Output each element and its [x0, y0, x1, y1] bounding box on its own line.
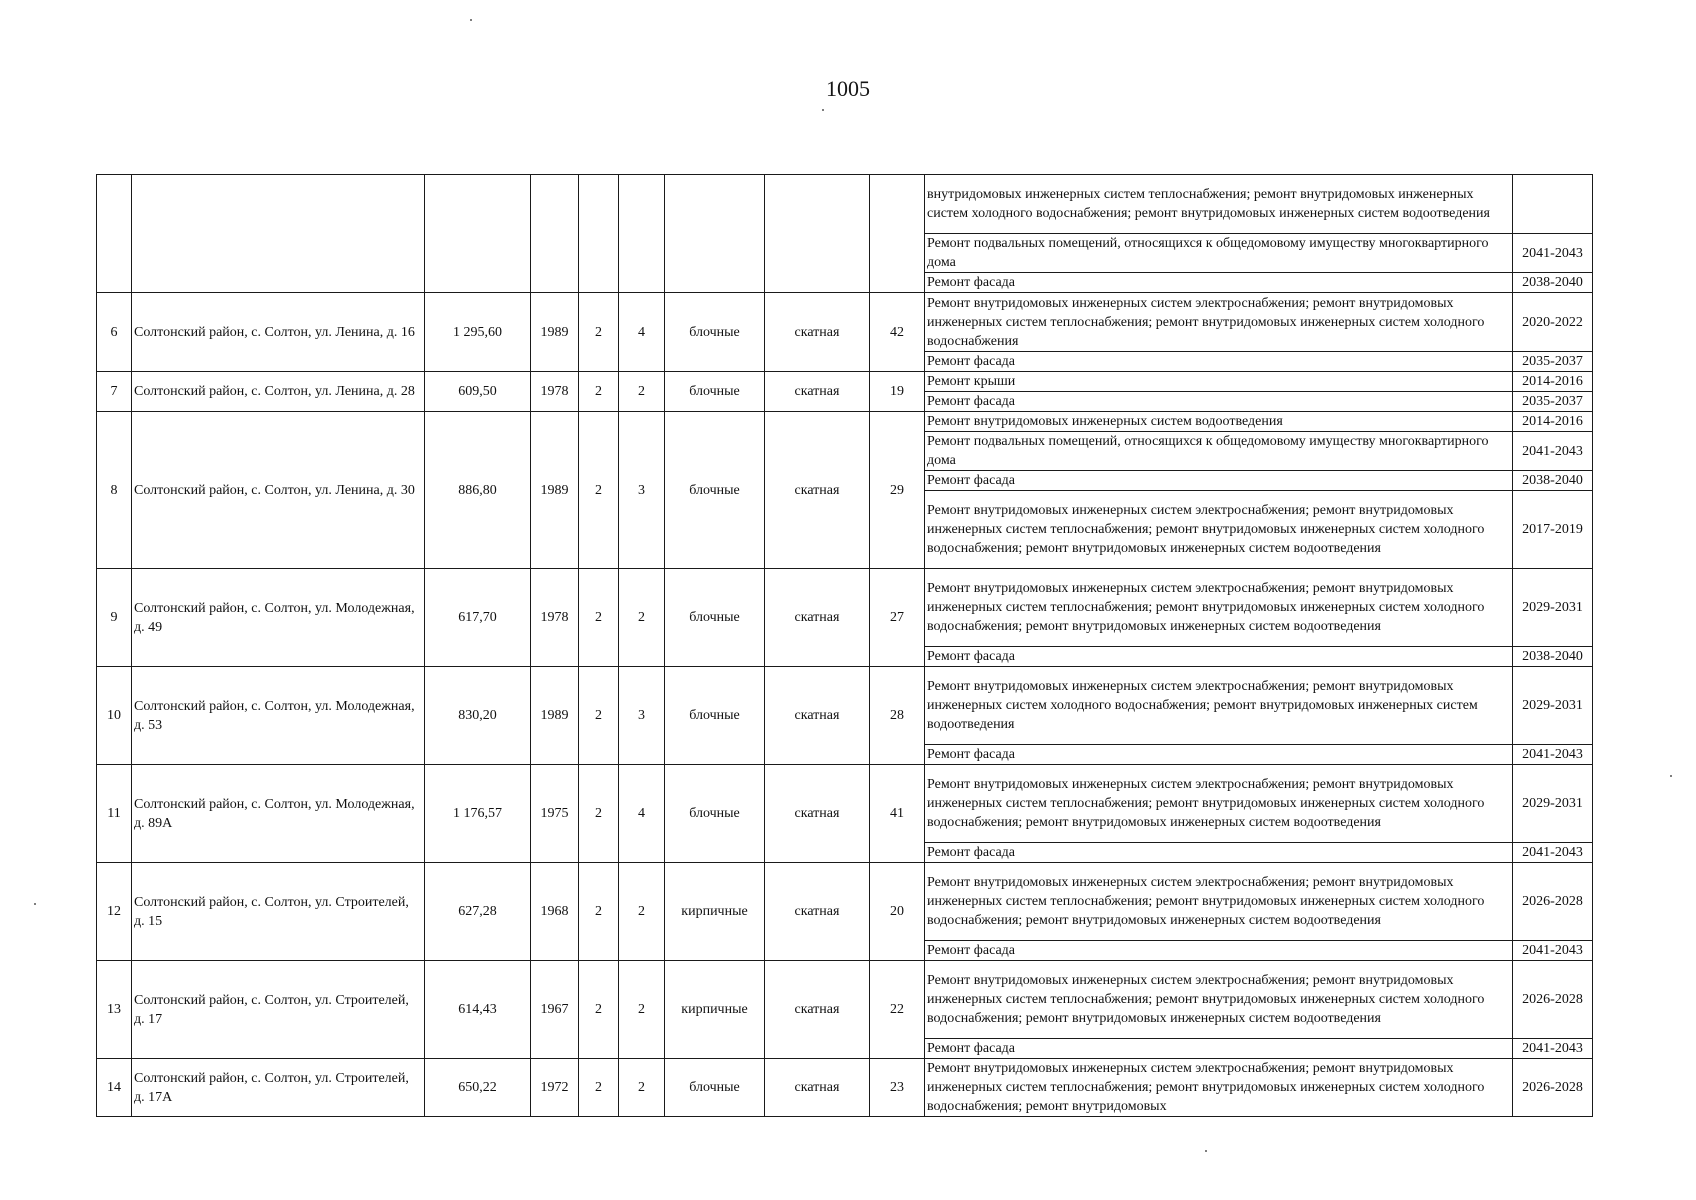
work-description: Ремонт внутридомовых инженерных систем электроснабжения; ремонт внутридомовых инженерных систем теплоснабжения; ремонт внутридомовых инженерных систем холодного водоснабжения; ремонт внутридомовых: [925, 1059, 1513, 1117]
scan-speck: [34, 903, 36, 905]
building-area: 650,22: [425, 1059, 531, 1117]
building-number: 8: [97, 412, 132, 569]
work-description: Ремонт фасада: [925, 471, 1513, 491]
work-period: 2038-2040: [1513, 647, 1593, 667]
table-row: [97, 765, 1593, 843]
wall-material: блочные: [665, 412, 765, 569]
work-period: 2035-2037: [1513, 392, 1593, 412]
work-period: 2038-2040: [1513, 471, 1593, 491]
scan-speck: [822, 109, 824, 111]
entrance-count: 4: [619, 765, 665, 863]
work-description: Ремонт крыши: [925, 372, 1513, 392]
work-description: Ремонт внутридомовых инженерных систем электроснабжения; ремонт внутридомовых инженерных систем теплоснабжения; ремонт внутридомовых инженерных систем холодного водоснабжения; ремонт внутридомовых инженерных систем водоотведения: [925, 765, 1513, 843]
empty-cell: [665, 175, 765, 293]
work-period: 2041-2043: [1513, 432, 1593, 471]
wall-material: кирпичные: [665, 961, 765, 1059]
roof-type: скатная: [765, 1059, 870, 1117]
work-description: Ремонт внутридомовых инженерных систем электроснабжения; ремонт внутридомовых инженерных систем теплоснабжения; ремонт внутридомовых инженерных систем холодного водоснабжения; ремонт внутридомовых инженерных систем водоотведения: [925, 569, 1513, 647]
work-period: [1513, 175, 1593, 234]
building-area: 627,28: [425, 863, 531, 961]
building-address: Солтонский район, с. Солтон, ул. Молодежная, д. 53: [132, 667, 425, 765]
floor-count: 2: [579, 1059, 619, 1117]
work-period: 2026-2028: [1513, 863, 1593, 941]
work-description: Ремонт внутридомовых инженерных систем электроснабжения; ремонт внутридомовых инженерных систем теплоснабжения; ремонт внутридомовых инженерных систем холодного водоснабжения: [925, 293, 1513, 352]
build-year: 1968: [531, 863, 579, 961]
roof-type: скатная: [765, 667, 870, 765]
work-description: Ремонт фасада: [925, 941, 1513, 961]
building-address: Солтонский район, с. Солтон, ул. Строителей, д. 17А: [132, 1059, 425, 1117]
wall-material: кирпичные: [665, 863, 765, 961]
building-address: Солтонский район, с. Солтон, ул. Ленина, д. 30: [132, 412, 425, 569]
scan-speck: [470, 19, 472, 21]
empty-cell: [870, 175, 925, 293]
building-area: 609,50: [425, 372, 531, 412]
work-period: 2014-2016: [1513, 372, 1593, 392]
work-period: 2041-2043: [1513, 234, 1593, 273]
building-number: 12: [97, 863, 132, 961]
building-number: 11: [97, 765, 132, 863]
repair-schedule-table: [96, 174, 1593, 1117]
floor-count: 2: [579, 293, 619, 372]
entrance-count: 4: [619, 293, 665, 372]
roof-type: скатная: [765, 293, 870, 372]
build-year: 1989: [531, 667, 579, 765]
build-year: 1989: [531, 293, 579, 372]
work-description: Ремонт внутридомовых инженерных систем электроснабжения; ремонт внутридомовых инженерных систем теплоснабжения; ремонт внутридомовых инженерных систем холодного водоснабжения; ремонт внутридомовых инженерных систем водоотведения: [925, 491, 1513, 569]
table-row: [97, 293, 1593, 352]
floor-count: 2: [579, 667, 619, 765]
work-period: 2026-2028: [1513, 961, 1593, 1039]
building-number: 10: [97, 667, 132, 765]
building-area: 614,43: [425, 961, 531, 1059]
building-number: 6: [97, 293, 132, 372]
table-row: [97, 412, 1593, 432]
entrance-count: 3: [619, 412, 665, 569]
work-description: Ремонт внутридомовых инженерных систем электроснабжения; ремонт внутридомовых инженерных систем холодного водоснабжения; ремонт внутридомовых инженерных систем водоотведения: [925, 667, 1513, 745]
building-number: 9: [97, 569, 132, 667]
work-period: 2041-2043: [1513, 745, 1593, 765]
entrance-count: 3: [619, 667, 665, 765]
table-row: [97, 372, 1593, 392]
build-year: 1967: [531, 961, 579, 1059]
work-description: Ремонт фасада: [925, 745, 1513, 765]
resident-count: 28: [870, 667, 925, 765]
build-year: 1975: [531, 765, 579, 863]
building-number: 14: [97, 1059, 132, 1117]
wall-material: блочные: [665, 667, 765, 765]
work-description: Ремонт внутридомовых инженерных систем электроснабжения; ремонт внутридомовых инженерных систем теплоснабжения; ремонт внутридомовых инженерных систем холодного водоснабжения; ремонт внутридомовых инженерных систем водоотведения: [925, 961, 1513, 1039]
building-address: Солтонский район, с. Солтон, ул. Ленина, д. 28: [132, 372, 425, 412]
work-description: Ремонт фасада: [925, 392, 1513, 412]
building-number: 7: [97, 372, 132, 412]
resident-count: 27: [870, 569, 925, 667]
work-description: Ремонт подвальных помещений, относящихся к общедомовому имуществу многоквартирного дома: [925, 432, 1513, 471]
empty-cell: [97, 175, 132, 293]
build-year: 1978: [531, 372, 579, 412]
work-period: 2041-2043: [1513, 843, 1593, 863]
floor-count: 2: [579, 961, 619, 1059]
work-period: 2026-2028: [1513, 1059, 1593, 1117]
work-description: Ремонт фасада: [925, 647, 1513, 667]
wall-material: блочные: [665, 1059, 765, 1117]
work-description: Ремонт внутридомовых инженерных систем электроснабжения; ремонт внутридомовых инженерных систем теплоснабжения; ремонт внутридомовых инженерных систем холодного водоснабжения; ремонт внутридомовых инженерных систем водоотведения: [925, 863, 1513, 941]
empty-cell: [765, 175, 870, 293]
resident-count: 19: [870, 372, 925, 412]
building-area: 1 176,57: [425, 765, 531, 863]
wall-material: блочные: [665, 569, 765, 667]
resident-count: 23: [870, 1059, 925, 1117]
empty-cell: [579, 175, 619, 293]
work-description: внутридомовых инженерных систем теплоснабжения; ремонт внутридомовых инженерных систем холодного водоснабжения; ремонт внутридомовых инженерных систем водоотведения: [925, 175, 1513, 234]
wall-material: блочные: [665, 293, 765, 372]
floor-count: 2: [579, 765, 619, 863]
roof-type: скатная: [765, 569, 870, 667]
work-period: 2029-2031: [1513, 765, 1593, 843]
wall-material: блочные: [665, 765, 765, 863]
wall-material: блочные: [665, 372, 765, 412]
table-row: [97, 667, 1593, 745]
building-address: Солтонский район, с. Солтон, ул. Ленина, д. 16: [132, 293, 425, 372]
build-year: 1972: [531, 1059, 579, 1117]
roof-type: скатная: [765, 863, 870, 961]
work-period: 2029-2031: [1513, 667, 1593, 745]
entrance-count: 2: [619, 863, 665, 961]
roof-type: скатная: [765, 961, 870, 1059]
work-description: Ремонт фасада: [925, 843, 1513, 863]
empty-cell: [425, 175, 531, 293]
resident-count: 22: [870, 961, 925, 1059]
scan-speck: [1670, 775, 1672, 777]
table-row: [97, 961, 1593, 1039]
table-row: [97, 863, 1593, 941]
empty-cell: [531, 175, 579, 293]
table-row: [97, 569, 1593, 647]
roof-type: скатная: [765, 765, 870, 863]
resident-count: 41: [870, 765, 925, 863]
floor-count: 2: [579, 863, 619, 961]
empty-cell: [619, 175, 665, 293]
floor-count: 2: [579, 372, 619, 412]
entrance-count: 2: [619, 372, 665, 412]
roof-type: скатная: [765, 372, 870, 412]
work-description: Ремонт фасада: [925, 273, 1513, 293]
work-description: Ремонт фасада: [925, 1039, 1513, 1059]
floor-count: 2: [579, 412, 619, 569]
building-area: 617,70: [425, 569, 531, 667]
work-description: Ремонт подвальных помещений, относящихся к общедомовому имуществу многоквартирного дома: [925, 234, 1513, 273]
work-period: 2014-2016: [1513, 412, 1593, 432]
building-address: Солтонский район, с. Солтон, ул. Молодежная, д. 89А: [132, 765, 425, 863]
building-address: Солтонский район, с. Солтон, ул. Молодежная, д. 49: [132, 569, 425, 667]
resident-count: 20: [870, 863, 925, 961]
resident-count: 42: [870, 293, 925, 372]
work-description: Ремонт внутридомовых инженерных систем водоотведения: [925, 412, 1513, 432]
scan-speck: [1205, 1150, 1207, 1152]
table-row: [97, 175, 1593, 234]
empty-cell: [132, 175, 425, 293]
table-row: [97, 1059, 1593, 1117]
building-number: 13: [97, 961, 132, 1059]
work-period: 2041-2043: [1513, 941, 1593, 961]
resident-count: 29: [870, 412, 925, 569]
work-period: 2029-2031: [1513, 569, 1593, 647]
work-period: 2017-2019: [1513, 491, 1593, 569]
roof-type: скатная: [765, 412, 870, 569]
work-period: 2020-2022: [1513, 293, 1593, 352]
build-year: 1989: [531, 412, 579, 569]
entrance-count: 2: [619, 961, 665, 1059]
entrance-count: 2: [619, 1059, 665, 1117]
work-period: 2038-2040: [1513, 273, 1593, 293]
work-period: 2041-2043: [1513, 1039, 1593, 1059]
building-area: 1 295,60: [425, 293, 531, 372]
entrance-count: 2: [619, 569, 665, 667]
work-period: 2035-2037: [1513, 352, 1593, 372]
work-description: Ремонт фасада: [925, 352, 1513, 372]
building-address: Солтонский район, с. Солтон, ул. Строителей, д. 17: [132, 961, 425, 1059]
page-number: 1005: [826, 76, 870, 101]
floor-count: 2: [579, 569, 619, 667]
building-address: Солтонский район, с. Солтон, ул. Строителей, д. 15: [132, 863, 425, 961]
building-area: 830,20: [425, 667, 531, 765]
build-year: 1978: [531, 569, 579, 667]
building-area: 886,80: [425, 412, 531, 569]
